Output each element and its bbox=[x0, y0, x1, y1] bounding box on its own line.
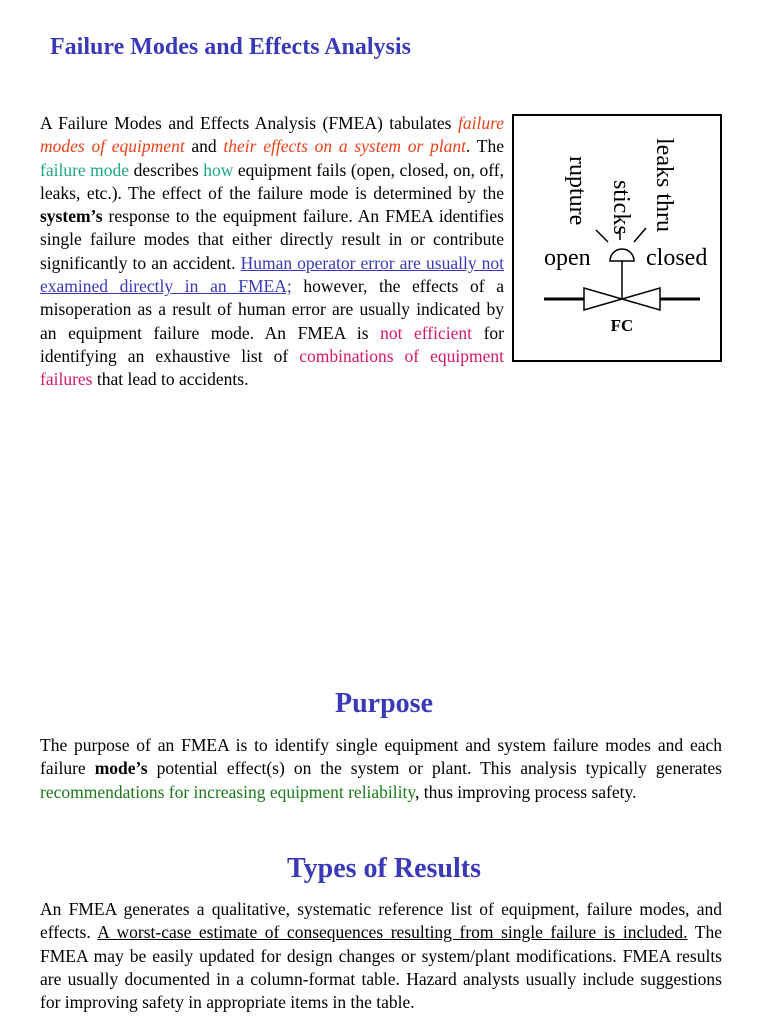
intro-text: response to the equipment failure. An FMEA identifies single failure modes that either directly result in or contribute significantly to an accident. bbox=[40, 206, 504, 273]
rupture-label: rupture bbox=[564, 156, 590, 226]
sticks-label: sticks bbox=[608, 180, 634, 235]
intro-text: that lead to accidents. bbox=[92, 369, 249, 390]
leaks-thru-label: leaks thru bbox=[651, 138, 677, 232]
results-paragraph bbox=[40, 898, 722, 1014]
intro-text: describes bbox=[129, 159, 204, 180]
purpose-paragraph bbox=[40, 734, 722, 804]
results-text: The FMEA may be easily updated for design changes or system/plant modifications. FMEA results are usually documented in a column-format table. Hazard analysts usually include suggestions for improving safety in appropriate items in the table. bbox=[40, 922, 722, 1013]
intro-text: A Failure Modes and Effects Analysis (FMEA) tabulates bbox=[40, 113, 458, 133]
intro-text: . The bbox=[465, 136, 504, 157]
worst-case-note: A worst-case estimate of consequences resulting from single failure is included. bbox=[97, 922, 688, 943]
fc-label: FC bbox=[610, 316, 634, 335]
purpose-text: , thus improving process safety. bbox=[415, 781, 637, 802]
results-text: An FMEA generates a qualitative, systematic reference list of equipment, failure modes, and effects. bbox=[40, 899, 722, 943]
actuator-dome bbox=[610, 249, 634, 261]
closed-label: closed bbox=[646, 245, 708, 271]
valve-body-left bbox=[584, 288, 622, 310]
intro-text: and bbox=[184, 136, 224, 157]
combinations-term: combinations of equipment failures bbox=[40, 345, 504, 390]
open-label: open bbox=[544, 245, 591, 271]
valve-body-right bbox=[622, 288, 660, 310]
how-term: how bbox=[203, 159, 234, 180]
purpose-text: potential effect(s) on the system or plant. This analysis typically generates bbox=[147, 758, 722, 779]
intro-text: however, the effects of a misoperation as a result of human error are usually indicated by an equipment failure mode. An FMEA is bbox=[40, 276, 504, 343]
purpose-heading: Purpose bbox=[335, 688, 433, 719]
intro-paragraph bbox=[40, 112, 722, 392]
purpose-text: The purpose of an FMEA is to identify single equipment and system failure modes and each failure bbox=[40, 735, 722, 779]
valve-failure-diagram bbox=[512, 114, 722, 362]
intro-text: for identifying an exhaustive list of bbox=[40, 322, 504, 366]
modes-term: mode’s bbox=[94, 758, 148, 779]
types-of-results-heading: Types of Results bbox=[287, 853, 481, 884]
tick-left bbox=[596, 230, 608, 242]
page-title: Failure Modes and Effects Analysis bbox=[50, 34, 411, 60]
systems-term: system’s bbox=[40, 206, 103, 227]
valve-diagram-svg bbox=[514, 116, 720, 360]
human-error-note: Human operator error are usually not examined directly in an FMEA; bbox=[40, 252, 504, 297]
not-efficient-term: not efficient bbox=[380, 322, 473, 343]
failure-modes-of-equipment: failure modes of equipment bbox=[40, 113, 504, 157]
failure-mode-term: failure mode bbox=[40, 159, 130, 180]
recommendations-term: recommendations for increasing equipment reliability bbox=[40, 781, 415, 802]
tick-right bbox=[634, 228, 646, 242]
intro-text: equipment fails (open, closed, on, off, leaks, etc.). The effect of the failure mode is determined by the bbox=[40, 159, 504, 203]
their-effects: their effects on a system or plant bbox=[223, 136, 466, 157]
